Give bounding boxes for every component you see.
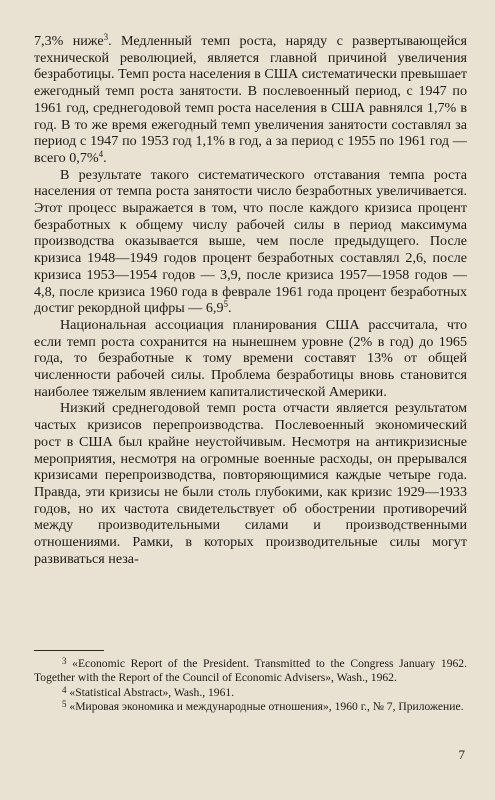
paragraph-1-text-cont: . Медленный темп роста, наряду с развертывающейся технической революцией, является главной причиной увеличения безработицы. Темп роста населения в США систематически превышает ежегодный темп роста занятости. В послевоенный период, с 1947 по 1961 год, среднегодовой темп роста населения в США равнялся 1,7% в год. В то же время ежегодный темп увеличения занятости составлял за период с 1947 по 1953 год 1,1% в год, а за период с 1955 по 1961 год — всего 0,7% bbox=[34, 33, 468, 166]
footnote-5-mark: 5 bbox=[62, 698, 67, 709]
footnote-3-text: «Economic Report of the President. Transmitted to the Congress January 1962. Together with the Report of the Council of Economic Advisers», Wash., 1962. bbox=[34, 657, 467, 685]
paragraph-1 bbox=[34, 33, 467, 167]
paragraph-4: Низкий среднегодовой темп роста отчасти является результатом частых кризисов перепроизводства. Послевоенный экономический рост в США был крайне неустойчивым. Несмотря на антикризисные мероприятия, несмотря на огромные военные расходы, он прерывался кризисами перепроизводства, повторяющимися каждые четыре года. Правда, эти кризисы не были столь глубокими, как кризис 1929—1933 годов, но их частота свидетельствует об обострении противоречий между производительными силами и производственными отношениями. Рамки, в которых производительные силы могут развиваться неза- bbox=[34, 400, 467, 567]
footnote-4 bbox=[34, 686, 467, 700]
footnote-4-text: «Statistical Abstract», Wash., 1961. bbox=[69, 685, 235, 699]
footnote-3 bbox=[34, 657, 467, 686]
paragraph-2-text: В результате такого систематического отставания темпа роста населения от темпа роста занятости число безработных увеличивается. Этот процесс выражается в том, что после каждого кризиса процент безработных к общему числу рабочей силы в период максимума производства оказывается выше, чем после предыдущего. После кризиса 1948—1949 годов процент безработных составлял 2,6, после кризиса 1953—1954 годов — 3,9, после кризиса 1957—1958 годов — 4,8, после кризиса 1960 года в феврале 1961 года процент безработных достиг рекордной цифры — 6,9 bbox=[34, 166, 467, 317]
footnote-divider bbox=[34, 650, 104, 651]
page-number: 7 bbox=[458, 747, 465, 762]
book-page bbox=[34, 33, 467, 773]
footnote-ref-4: 4 bbox=[98, 148, 104, 159]
footnote-4-mark: 4 bbox=[62, 684, 67, 695]
main-text bbox=[34, 33, 467, 568]
footnotes bbox=[34, 657, 467, 714]
paragraph-1-end: . bbox=[103, 149, 107, 166]
paragraph-3: Национальная ассоциация планирования США рассчитала, что если темп роста сохранится на нынешнем уровне (2% в год) до 1965 года, то безработные к тому времени составят 13% от общей численности рабочей силы. Проблема безработицы вновь становится наиболее тяжелым явлением капиталистической Америки. bbox=[34, 316, 467, 400]
footnote-ref-5: 5 bbox=[223, 299, 228, 310]
footnote-5 bbox=[34, 700, 467, 714]
paragraph-1-text: 7,3% ниже bbox=[34, 33, 104, 49]
footnote-5-text: «Мировая экономика и международные отношения», 1960 г., № 7, Приложение. bbox=[69, 699, 464, 713]
paragraph-2 bbox=[34, 167, 467, 317]
footnote-ref-3: 3 bbox=[103, 32, 109, 42]
footnote-3-mark: 3 bbox=[62, 656, 67, 666]
paragraph-2-end: . bbox=[228, 300, 232, 317]
